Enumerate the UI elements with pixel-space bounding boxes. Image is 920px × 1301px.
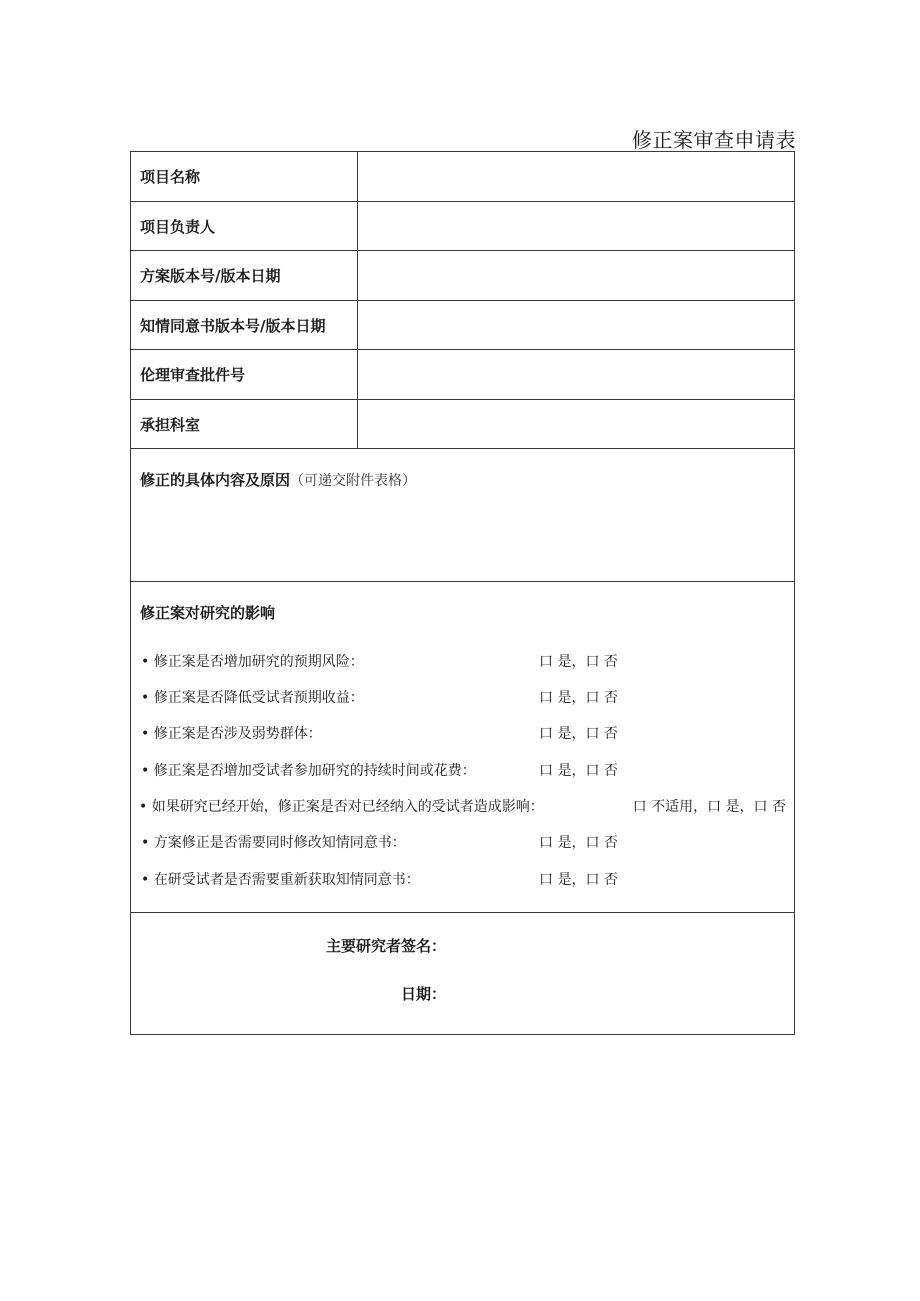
impact-answer-risk[interactable]: 口 是，口 否 [539, 654, 618, 670]
impact-question-reconsent: • 在研受试者是否需要重新获取知情同意书： [141, 872, 420, 888]
impact-question-risk: • 修正案是否增加研究的预期风险： [141, 654, 364, 670]
content-section-heading [140, 469, 416, 490]
field-label-project-leader: 项目负责人 [131, 202, 358, 250]
field-input-protocol-version[interactable] [358, 251, 794, 300]
date-label: 日期： [400, 985, 446, 1003]
impact-question-benefit: • 修正案是否降低受试者预期收益： [141, 690, 364, 706]
field-row-project-leader [131, 202, 794, 251]
pi-signature-field[interactable] [451, 929, 651, 955]
amendment-review-form [130, 151, 795, 1035]
field-row-icf-version [131, 301, 794, 350]
field-input-ethics-approval-no[interactable] [358, 350, 794, 399]
content-section [131, 449, 794, 582]
impact-answer-enrolled-subjects[interactable]: 口 不适用，口 是，口 否 [632, 799, 786, 815]
field-input-project-name[interactable] [358, 152, 794, 201]
field-row-ethics-approval-no [131, 350, 794, 400]
impact-question-vulnerable: • 修正案是否涉及弱势群体： [141, 726, 322, 742]
impact-question-modify-icf: • 方案修正是否需要同时修改知情同意书： [141, 835, 406, 851]
field-label-protocol-version: 方案版本号/版本日期 [131, 251, 358, 300]
field-label-icf-version: 知情同意书版本号/版本日期 [131, 301, 358, 349]
form-title: 修正案审查申请表 [632, 128, 796, 152]
impact-answer-benefit[interactable]: 口 是，口 否 [539, 690, 618, 706]
impact-section [131, 582, 794, 913]
field-input-icf-version[interactable] [358, 301, 794, 349]
field-label-project-name: 项目名称 [131, 152, 358, 201]
impact-section-heading: 修正案对研究的影响 [140, 604, 276, 622]
date-field[interactable] [451, 977, 651, 1003]
impact-question-enrolled-subjects: • 如果研究已经开始，修正案是否对已经纳入的受试者造成影响： [139, 799, 544, 815]
impact-answer-modify-icf[interactable]: 口 是，口 否 [539, 835, 618, 851]
impact-answer-vulnerable[interactable]: 口 是，口 否 [539, 726, 618, 742]
field-label-ethics-approval-no: 伦理审查批件号 [131, 350, 358, 399]
impact-answer-reconsent[interactable]: 口 是，口 否 [539, 872, 618, 888]
field-row-project-name [131, 152, 794, 202]
signature-section [131, 913, 794, 1034]
pi-signature-label: 主要研究者签名： [325, 937, 446, 955]
field-label-department: 承担科室 [131, 400, 358, 448]
field-row-protocol-version [131, 251, 794, 301]
impact-answer-duration-cost[interactable]: 口 是，口 否 [539, 763, 618, 779]
content-heading-note: （可递交附件表格） [290, 473, 417, 489]
impact-question-duration-cost: • 修正案是否增加受试者参加研究的持续时间或花费： [141, 763, 476, 779]
field-input-project-leader[interactable] [358, 202, 794, 250]
content-section-input[interactable] [140, 497, 785, 573]
field-row-department [131, 400, 794, 449]
content-heading-text: 修正的具体内容及原因 [140, 471, 291, 489]
field-input-department[interactable] [358, 400, 794, 448]
